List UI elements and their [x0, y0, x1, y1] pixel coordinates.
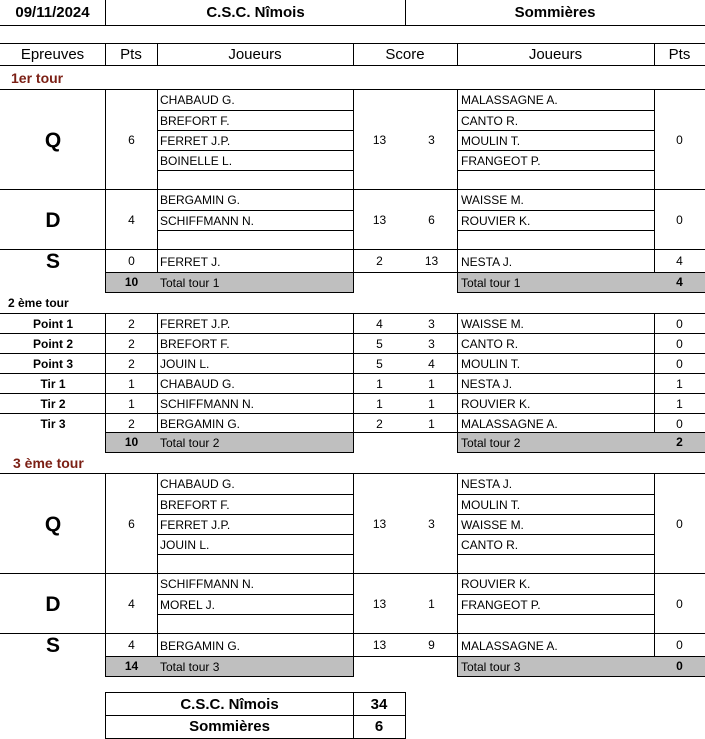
q1-pts-home: 6	[105, 89, 158, 190]
total-2-pts-home: 10	[105, 432, 158, 453]
tour2-away-player: MOULIN T.	[457, 353, 655, 374]
tour2-score-home: 1	[353, 393, 406, 414]
tour2-away-player: ROUVIER K.	[457, 393, 655, 414]
d1-score-away: 6	[405, 189, 458, 250]
total-1-label-away: Total tour 1	[457, 272, 655, 293]
tour2-pts-home: 2	[105, 313, 158, 334]
tour2-home-player: CHABAUD G.	[157, 373, 354, 394]
tour2-away-player: WAISSE M.	[457, 313, 655, 334]
d1-away-empty-slot	[457, 230, 655, 250]
s3-pts-away: 0	[654, 633, 705, 657]
q1-score-away: 3	[405, 89, 458, 190]
total-3-pts-away: 0	[654, 656, 705, 677]
home-team-title: C.S.C. Nîmois	[105, 0, 406, 26]
tour2-away-player: NESTA J.	[457, 373, 655, 394]
tour2-score-away: 1	[405, 373, 458, 394]
q3-away-empty-slot	[457, 554, 655, 574]
tour2-score-home: 5	[353, 333, 406, 354]
s3-away-player: MALASSAGNE A.	[457, 633, 655, 657]
tour2-pts-away: 0	[654, 353, 705, 374]
d3-score-away: 1	[405, 573, 458, 634]
q3-away-player: CANTO R.	[457, 534, 655, 554]
s1-away-player: NESTA J.	[457, 249, 655, 273]
s3-score-home: 13	[353, 633, 406, 657]
s1-pts-home: 0	[105, 249, 158, 273]
q1-away-player: MOULIN T.	[457, 130, 655, 150]
q3-away-player: NESTA J.	[457, 473, 655, 494]
tour2-event-name: Point 3	[0, 353, 106, 374]
tour2-score-away: 1	[405, 393, 458, 414]
d1-pts-home: 4	[105, 189, 158, 250]
q1-home-player: BREFORT F.	[157, 110, 354, 130]
divider	[353, 656, 458, 657]
tour2-score-home: 2	[353, 413, 406, 434]
s3-home-player: BERGAMIN G.	[157, 633, 354, 657]
col-score: Score	[353, 43, 458, 66]
q3-away-player: MOULIN T.	[457, 494, 655, 514]
tour2-home-player: BERGAMIN G.	[157, 413, 354, 434]
q3-score-home: 13	[353, 473, 406, 574]
d3-home-empty-slot	[157, 614, 354, 634]
total-3-label-away: Total tour 3	[457, 656, 655, 677]
q3-home-player: JOUIN L.	[157, 534, 354, 554]
d3-away-empty-slot	[457, 614, 655, 634]
tour2-pts-away: 0	[654, 313, 705, 334]
total-2-label-away: Total tour 2	[457, 432, 655, 453]
tour2-home-player: SCHIFFMANN N.	[157, 393, 354, 414]
event-q-1: Q	[0, 89, 106, 190]
round-title-2: 2 ème tour	[8, 296, 69, 310]
event-s-1: S	[0, 249, 106, 273]
total-1-pts-away: 4	[654, 272, 705, 293]
d3-pts-home: 4	[105, 573, 158, 634]
q1-away-player: FRANGEOT P.	[457, 150, 655, 170]
s1-score-away: 13	[405, 249, 458, 273]
q1-home-empty-slot	[157, 170, 354, 190]
q1-home-player: CHABAUD G.	[157, 89, 354, 110]
d1-home-empty-slot	[157, 230, 354, 250]
s3-score-away: 9	[405, 633, 458, 657]
q3-home-player: BREFORT F.	[157, 494, 354, 514]
d3-home-player: MOREL J.	[157, 594, 354, 614]
tour2-pts-home: 2	[105, 413, 158, 434]
total-3-pts-home: 14	[105, 656, 158, 677]
d1-home-player: BERGAMIN G.	[157, 189, 354, 210]
divider	[353, 272, 458, 273]
total-2-label-home: Total tour 2	[157, 432, 354, 453]
match-date: 09/11/2024	[0, 0, 105, 26]
d1-score-home: 13	[353, 189, 406, 250]
q3-score-away: 3	[405, 473, 458, 574]
q3-pts-home: 6	[105, 473, 158, 574]
tour2-score-home: 1	[353, 373, 406, 394]
s3-pts-home: 4	[105, 633, 158, 657]
tour2-pts-away: 0	[654, 413, 705, 434]
event-s-3: S	[0, 633, 106, 657]
col-pts-home: Pts	[105, 43, 158, 66]
round-title-3: 3 ème tour	[13, 455, 84, 471]
col-joueurs-home: Joueurs	[157, 43, 354, 66]
summary-score-away: 6	[353, 715, 406, 739]
tour2-score-away: 3	[405, 313, 458, 334]
tour2-pts-home: 1	[105, 393, 158, 414]
tour2-event-name: Point 1	[0, 313, 106, 334]
tour2-away-player: CANTO R.	[457, 333, 655, 354]
tour2-home-player: BREFORT F.	[157, 333, 354, 354]
col-epreuves: Epreuves	[0, 43, 106, 66]
event-d-3: D	[0, 573, 106, 634]
tour2-score-home: 4	[353, 313, 406, 334]
total-1-pts-home: 10	[105, 272, 158, 293]
summary-score-home: 34	[353, 692, 406, 716]
total-3-label-home: Total tour 3	[157, 656, 354, 677]
tour2-event-name: Point 2	[0, 333, 106, 354]
q3-home-empty-slot	[157, 554, 354, 574]
tour2-event-name: Tir 1	[0, 373, 106, 394]
event-d-1: D	[0, 189, 106, 250]
q3-home-player: CHABAUD G.	[157, 473, 354, 494]
d3-away-player: ROUVIER K.	[457, 573, 655, 594]
tour2-pts-home: 2	[105, 353, 158, 374]
event-q-3: Q	[0, 473, 106, 574]
q1-score-home: 13	[353, 89, 406, 190]
d1-home-player: SCHIFFMANN N.	[157, 210, 354, 230]
q3-home-player: FERRET J.P.	[157, 514, 354, 534]
tour2-pts-away: 1	[654, 393, 705, 414]
summary-team-home: C.S.C. Nîmois	[105, 692, 354, 716]
q1-home-player: BOINELLE L.	[157, 150, 354, 170]
total-1-label-home: Total tour 1	[157, 272, 354, 293]
tour2-pts-away: 1	[654, 373, 705, 394]
away-team-title: Sommières	[405, 0, 705, 26]
q1-away-player: CANTO R.	[457, 110, 655, 130]
s1-home-player: FERRET J.	[157, 249, 354, 273]
d3-home-player: SCHIFFMANN N.	[157, 573, 354, 594]
tour2-score-away: 3	[405, 333, 458, 354]
tour2-event-name: Tir 3	[0, 413, 106, 434]
d1-away-player: WAISSE M.	[457, 189, 655, 210]
summary-team-away: Sommières	[105, 715, 354, 739]
divider	[353, 432, 458, 433]
tour2-event-name: Tir 2	[0, 393, 106, 414]
q3-pts-away: 0	[654, 473, 705, 574]
tour2-score-away: 4	[405, 353, 458, 374]
tour2-pts-home: 1	[105, 373, 158, 394]
tour2-home-player: FERRET J.P.	[157, 313, 354, 334]
col-joueurs-away: Joueurs	[457, 43, 655, 66]
d3-score-home: 13	[353, 573, 406, 634]
q1-pts-away: 0	[654, 89, 705, 190]
tour2-score-home: 5	[353, 353, 406, 374]
q1-away-player: MALASSAGNE A.	[457, 89, 655, 110]
tour2-pts-home: 2	[105, 333, 158, 354]
s1-pts-away: 4	[654, 249, 705, 273]
tour2-home-player: JOUIN L.	[157, 353, 354, 374]
s1-score-home: 2	[353, 249, 406, 273]
d3-away-player: FRANGEOT P.	[457, 594, 655, 614]
tour2-score-away: 1	[405, 413, 458, 434]
q1-home-player: FERRET J.P.	[157, 130, 354, 150]
d3-pts-away: 0	[654, 573, 705, 634]
total-2-pts-away: 2	[654, 432, 705, 453]
round-title-1: 1er tour	[11, 70, 64, 86]
d1-away-player: ROUVIER K.	[457, 210, 655, 230]
col-pts-away: Pts	[654, 43, 705, 66]
d1-pts-away: 0	[654, 189, 705, 250]
tour2-pts-away: 0	[654, 333, 705, 354]
q3-away-player: WAISSE M.	[457, 514, 655, 534]
q1-away-empty-slot	[457, 170, 655, 190]
tour2-away-player: MALASSAGNE A.	[457, 413, 655, 434]
